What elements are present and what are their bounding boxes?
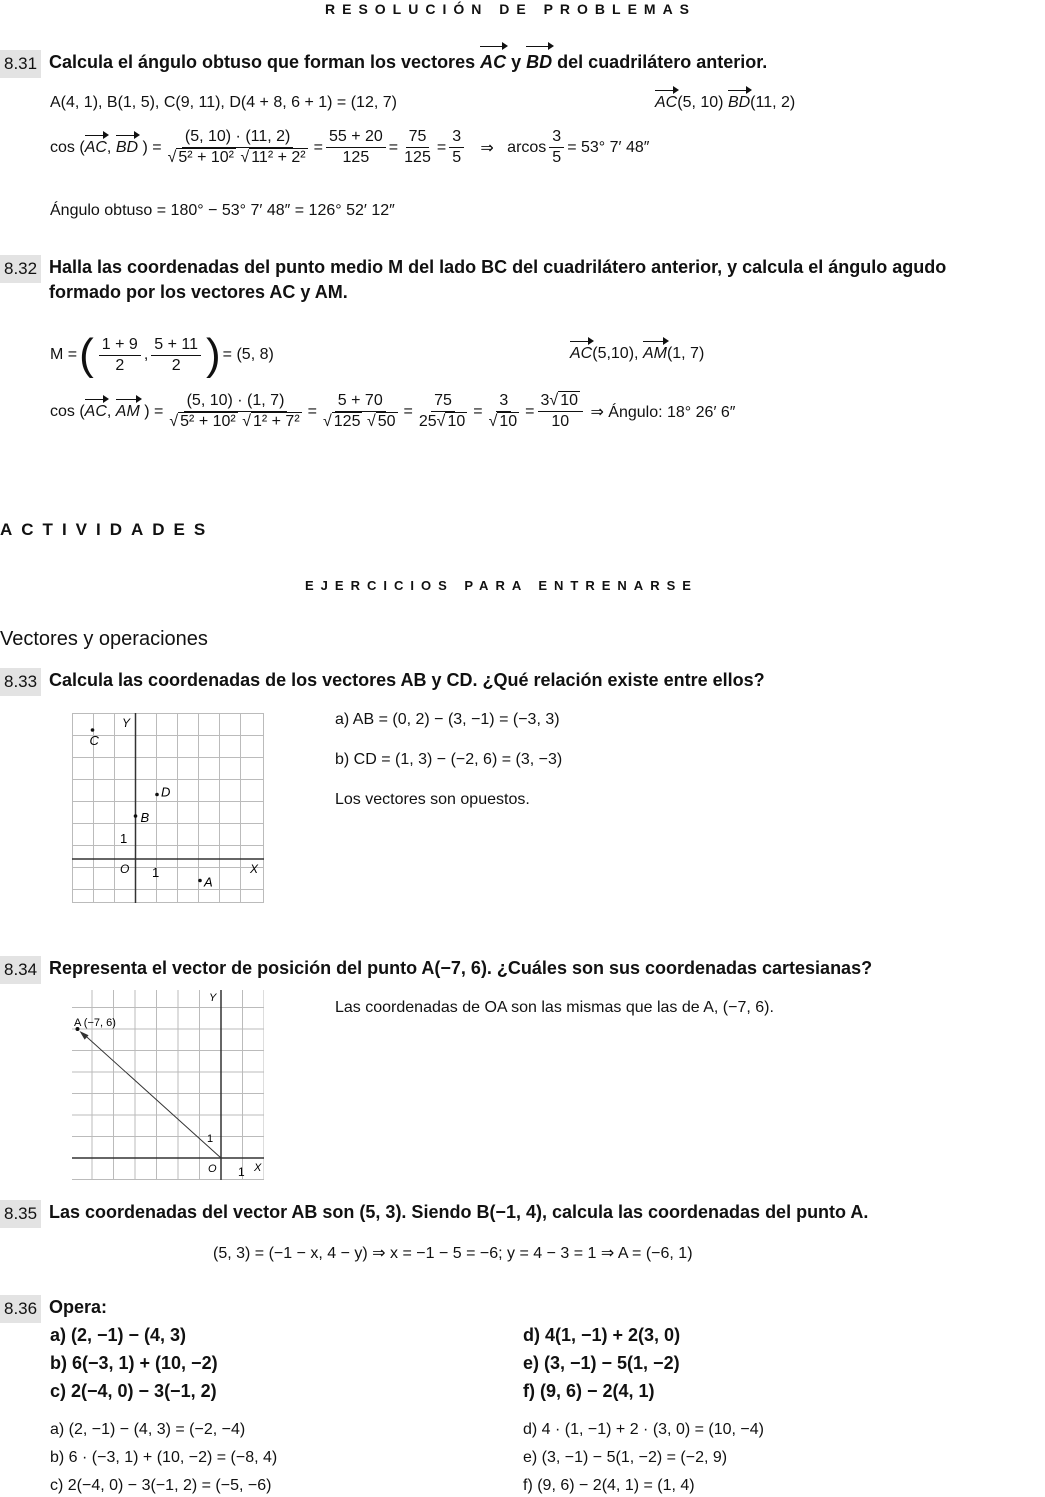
midpoint-formula: M = ( $\frac{1 + 9}{2}$ , $\frac{5 + 11}{2}$ ) = (5, 8) [50,330,274,379]
answer-f: f) (9, 6) − 2(4, 1) = (1, 4) [523,1477,695,1494]
point-b [134,814,138,818]
problem-statement: Calcula el ángulo obtuso que forman los vectores AC y BD del cuadrilátero anterior. [49,50,767,75]
answer: (5, 3) = (−1 − x, 4 − y) ⇒ x = −1 − 5 = −6; y = 4 − 3 = 1 ⇒ A = (−6, 1) [213,1245,693,1262]
cos-formula: cos ( AC , AM ) = (5, 10) · (1, 7) √ 5² + 10² √ 1² + 7² = 5 + 70 √ 125 √ 50 = $\frac{75}{25√ 10}$ = 3 √ 10 = $\frac{3√ 10}{10}$ ⇒ Ángulo: 18° 26′ 6″ [50,392,735,431]
answer-b: b) 6 · (−3, 1) + (10, −2) = (−8, 4) [50,1449,278,1466]
answer: Las coordenadas de OA son las mismas que las de A, (−7, 6). [335,999,774,1016]
section-header: RESOLUCIÓN DE PROBLEMAS [325,1,697,17]
tick-y-label: 1 [207,1133,214,1145]
problem-number: 8.32 [0,255,41,283]
subsection-header: EJERCICIOS PARA ENTRENARSE [305,578,698,593]
tick-x-label: 1 [152,865,160,880]
tick-x-label: 1 [238,1165,245,1179]
operation-a: a) (2, −1) − (4, 3) [50,1325,187,1345]
answer-b: b) CD = (1, 3) − (−2, 6) = (3, −3) [335,751,563,768]
points-line: A(4, 1), B(1, 5), C(9, 11), D(4 + 8, 6 + 1) = (12, 7) [50,94,397,111]
section-header: ACTIVIDADES [0,520,215,539]
problem-number: 8.35 [0,1200,41,1228]
problem-statement: Calcula las coordenadas de los vectores AB y CD. ¿Qué relación existe entre ellos? [49,670,765,690]
point-a-label: A [204,874,213,890]
y-axis-label: Y [209,992,217,1004]
problem-statement: Halla las coordenadas del punto medio M del lado BC del cuadrilátero anterior, y calcula el ángulo agudo formado por los vectores AC y AM. [49,257,947,302]
problem-number: 8.31 [0,50,41,78]
operation-d: d) 4(1, −1) + 2(3, 0) [523,1325,681,1345]
vectors-line: AC(5, 10) BD(11, 2) [655,94,796,111]
problem-number: 8.33 [0,668,41,696]
answer-c: c) 2(−4, 0) − 3(−1, 2) = (−5, −6) [50,1477,272,1494]
point-a-label: A (−7, 6) [74,1017,116,1029]
x-axis-label: X [254,1162,262,1174]
tick-y-label: 1 [120,831,128,846]
answer-a: a) (2, −1) − (4, 3) = (−2, −4) [50,1421,246,1438]
vector-arrowhead [80,1031,89,1040]
point-a [198,879,202,883]
coordinate-graph-8-34 [72,990,264,1180]
point-b-label: B [140,810,150,825]
problem-number: 8.36 [0,1295,41,1323]
answer-d: d) 4 · (1, −1) + 2 · (3, 0) = (10, −4) [523,1421,764,1438]
vector-oa [84,1034,222,1158]
vector-bd: BD [526,50,552,75]
problem-statement: Representa el vector de posición del punto A(−7, 6). ¿Cuáles son sus coordenadas cartesianas? [49,958,873,978]
obtuse-angle-result: Ángulo obtuso = 180° − 53° 7′ 48″ = 126° 52′ 12″ [50,202,395,219]
point-d [155,793,159,797]
answer-e: e) (3, −1) − 5(1, −2) = (−2, 9) [523,1449,728,1466]
x-axis-label: X [250,862,259,876]
origin-label: O [208,1163,217,1175]
problem-number: 8.34 [0,956,41,984]
answer-conclusion: Los vectores son opuestos. [335,791,530,808]
origin-label: O [120,862,130,876]
point-c-label: C [89,733,99,748]
vectors-line: AC(5,10), AM(1, 7) [570,345,705,362]
problem-statement: Las coordenadas del vector AB son (5, 3). Siendo B(−1, 4), calcula las coordenadas del punto A. [49,1202,869,1222]
y-axis-label: Y [122,716,131,730]
vector-ac: AC [480,50,506,75]
operation-f: f) (9, 6) − 2(4, 1) [523,1381,655,1401]
operation-e: e) (3, −1) − 5(1, −2) [523,1353,680,1373]
point-c [91,728,95,732]
coordinate-graph-8-33 [72,713,264,903]
topic-title: Vectores y operaciones [0,628,208,650]
cos-formula: cos ( AC , BD ) = (5, 10) · (11, 2) √ 5² + 10² √ 11² + 2² = $\frac{55 + 20}{125}$ = $\frac{75}{125}$ = $\frac{3}{5}$ ⇒ arcos $\frac{3}{5}$ = 53° 7′ 48″ [50,128,649,167]
answer-a: a) AB = (0, 2) − (3, −1) = (−3, 3) [335,711,560,728]
problem-statement: Opera: [49,1297,108,1317]
operation-c: c) 2(−4, 0) − 3(−1, 2) [50,1381,217,1401]
point-d-label: D [161,784,171,800]
operation-b: b) 6(−3, 1) + (10, −2) [50,1353,218,1373]
